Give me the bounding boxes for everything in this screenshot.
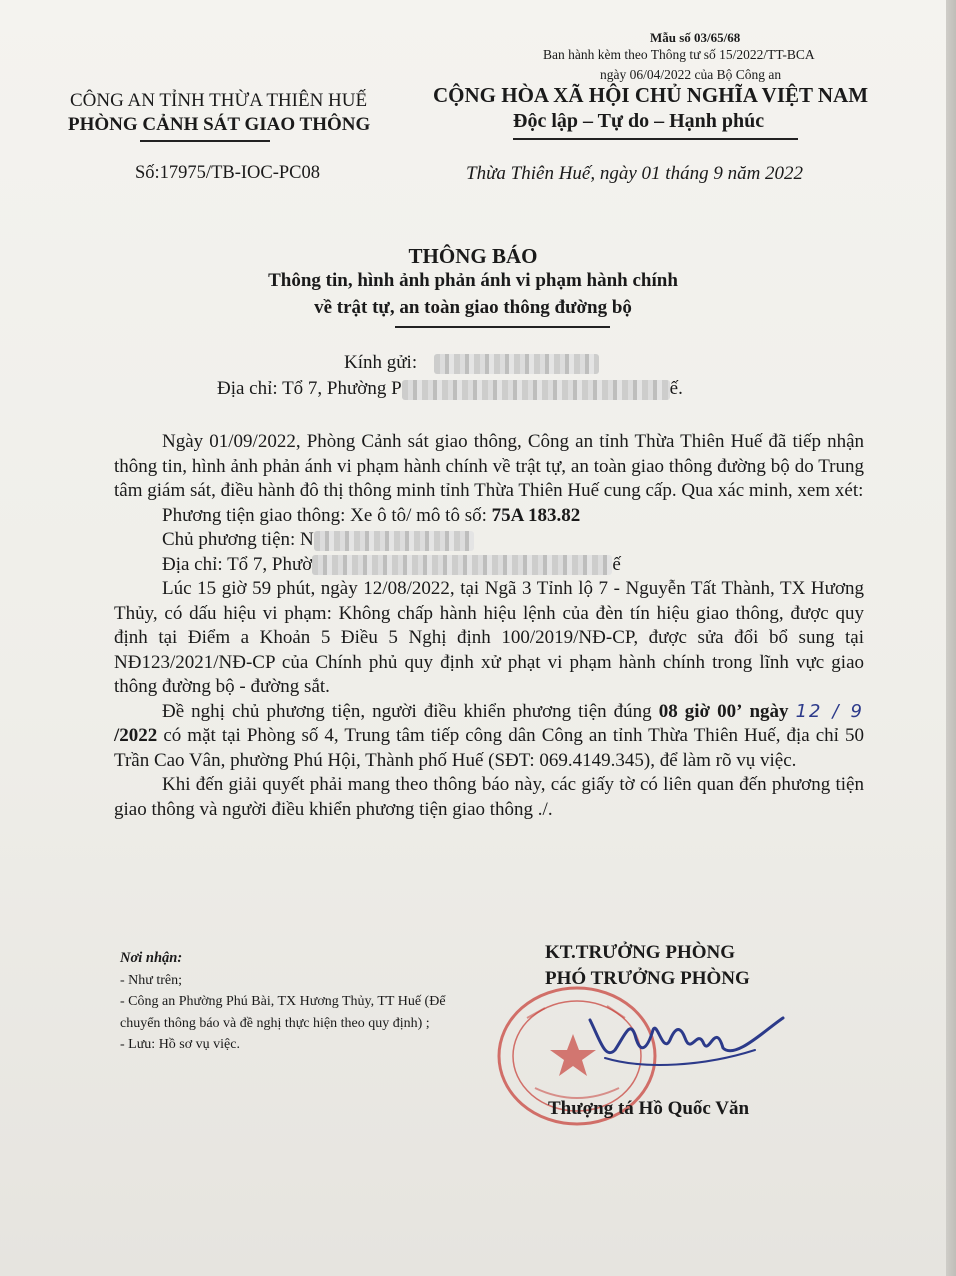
signature-title-1: KT.TRƯỞNG PHÒNG [545,942,735,963]
paragraph-3-rest: có mặt tại Phòng số 4, Trung tâm tiếp công dân Công an tỉnh Thừa Thiên Huế, địa chỉ 50 Trần Cao Vân, phường Phú Hội, Thành phố Huế (SĐT: 069.4149.345), để làm rõ vụ việc. [114,725,864,771]
document-title: THÔNG BÁO [408,244,538,268]
paragraph-3-intro: Đề nghị chủ phương tiện, người điều khiển phương tiện đúng [162,700,659,722]
recipient-item: - Như trên; [120,972,183,988]
owner-label: Chủ phương tiện: N [162,529,314,550]
recipient-address-end: ế. [669,378,683,399]
form-issued-line1: Ban hành kèm theo Thông tư số 15/2022/TT-BCA [543,47,815,62]
appointment-time: 08 giờ 00’ [658,700,743,722]
redacted-owner-name [314,531,474,551]
page-edge [946,0,956,1276]
agency-parent: CÔNG AN TỈNH THỪA THIÊN HUẾ [70,90,368,111]
national-motto: Độc lập – Tự do – Hạnh phúc [513,110,765,132]
recipient-item: - Lưu: Hồ sơ vụ việc. [120,1037,240,1052]
redacted-recipient-address [402,380,670,400]
appointment-year: /2022 [114,725,158,746]
recipients-block [120,948,470,1056]
agency-name: PHÒNG CẢNH SÁT GIAO THÔNG [68,114,371,135]
document-number: Số:17975/TB-IOC-PC08 [135,163,321,183]
handwritten-signature [585,1000,785,1080]
country-name: CỘNG HÒA XÃ HỘI CHỦ NGHĨA VIỆT NAM [433,83,869,107]
license-plate: 75A 183.82 [491,504,581,526]
form-number: Mẫu số 03/65/68 [650,30,741,45]
vehicle-label: Phương tiện giao thông: Xe ô tô/ mô tô số: [162,504,492,526]
place-date: Thừa Thiên Huế, ngày 01 tháng 9 năm 2022 [466,163,804,184]
body-text [114,430,864,822]
paragraph-3 [114,700,864,774]
form-issued-line2: ngày 06/04/2022 của Bộ Công an [600,67,782,82]
signature-title-2: PHÓ TRƯỞNG PHÒNG [545,968,750,989]
recipient-address-label: Địa chỉ: Tổ 7, Phường P [217,378,402,399]
paragraph-4: Khi đến giải quyết phải mang theo thông báo này, các giấy tờ có liên quan đến phương tiện giao thông và người điều khiển phương tiện giao thông ./. [114,774,864,820]
recipient-item: - Công an Phường Phú Bài, TX Hương Thủy, TT Huế (Để chuyển thông báo và đề nghị thực hiện theo quy định) ; [120,994,446,1031]
owner-address-label: Địa chỉ: Tổ 7, Phườ [162,553,313,575]
recipients-heading: Nơi nhận: [120,950,183,966]
document-subtitle-1: Thông tin, hình ảnh phản ánh vi phạm hành chính [268,270,678,291]
recipient-label: Kính gửi: [344,352,418,373]
paragraph-1: Ngày 01/09/2022, Phòng Cảnh sát giao thông, Công an tỉnh Thừa Thiên Huế đã tiếp nhận thông tin, hình ảnh phản ánh vi phạm hành chính về trật tự, an toàn giao thông đường bộ do Trung tâm giám sát, điều hành đô thị thông minh tỉnh Thừa Thiên Huế cung cấp. Qua xác minh, xem xét: [114,431,864,501]
redacted-recipient-name [434,354,599,374]
agency-underline [140,140,270,142]
title-underline [395,326,610,328]
paragraph-2: Lúc 15 giờ 59 phút, ngày 12/08/2022, tại Ngã 3 Tỉnh lộ 7 - Nguyễn Tất Thành, TX Hương Thủy, có dấu hiệu vi phạm: Không chấp hành hiệu lệnh của đèn tín hiệu giao thông, được quy định tại Điểm a Khoản 5 Điều 5 Nghị định 100/2019/NĐ-CP, được sửa đổi bổ sung tại NĐ123/2021/NĐ-CP của Chính phủ quy định xử phạt vi phạm hành chính trong lĩnh vực giao thông đường bộ - đường sắt. [114,578,864,697]
motto-underline [513,138,798,140]
recipient-line [344,352,599,374]
owner-line [114,528,864,553]
document-subtitle-2: về trật tự, an toàn giao thông đường bộ [314,297,632,318]
owner-address-line [114,553,864,578]
redacted-owner-address [312,555,612,575]
handwritten-date: 12 / 9 [795,700,865,722]
signer-name: Thượng tá Hồ Quốc Văn [548,1098,750,1119]
owner-address-end: ế [612,553,621,575]
recipient-address-line [217,378,683,400]
appointment-day-label: ngày [749,700,789,722]
vehicle-line [114,504,864,529]
